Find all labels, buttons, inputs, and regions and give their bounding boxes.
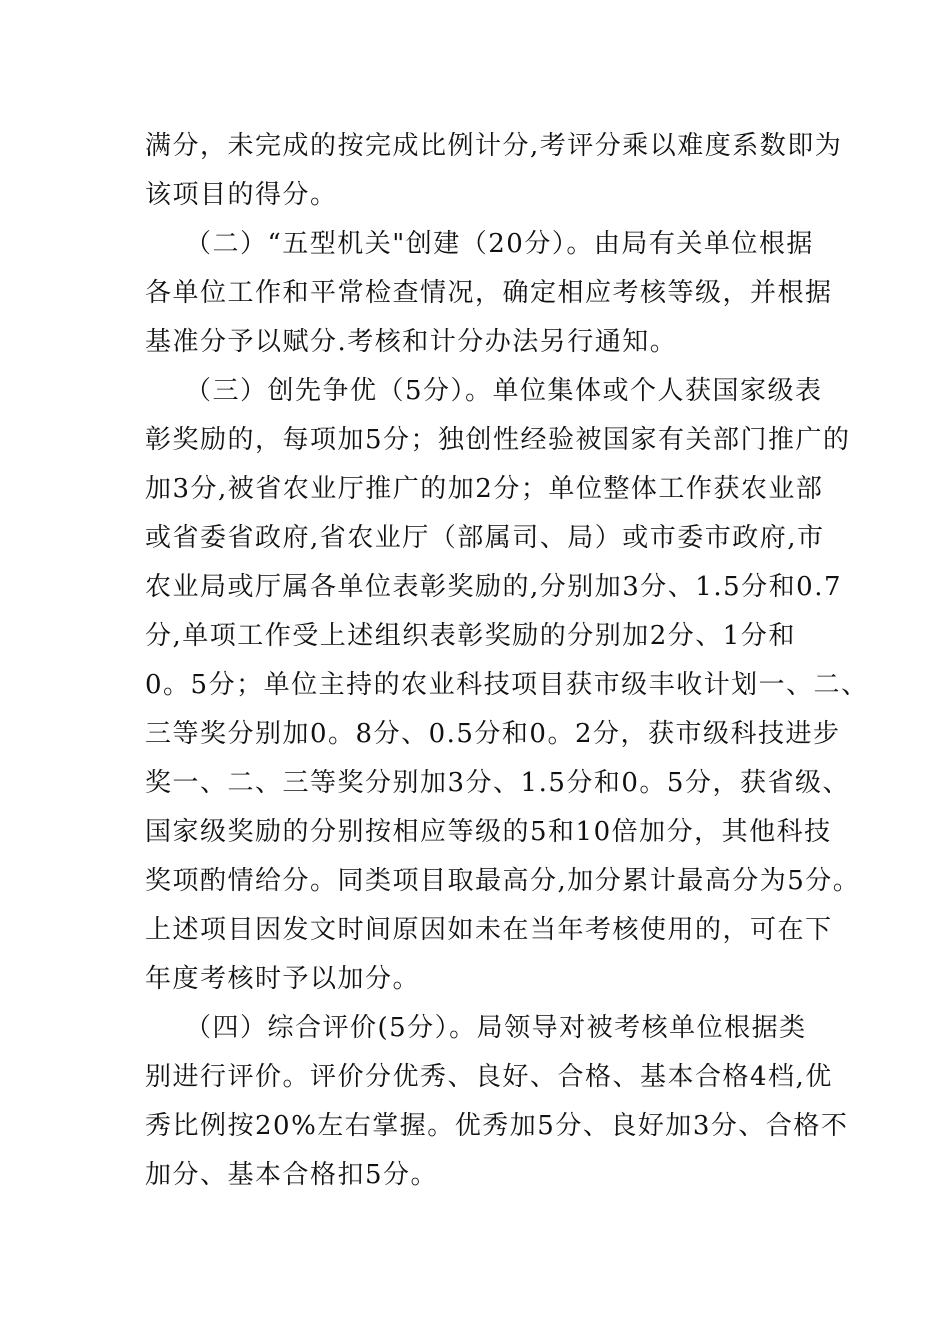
text-line: 加分、基本合格扣5分。 (145, 1160, 439, 1190)
section-heading-line: （三）创先争优（5分）。单位集体或个人获国家级表 (185, 376, 823, 406)
text-line: 国家级奖励的分别按相应等级的5和10倍加分，其他科技 (145, 817, 832, 847)
text-line: 满分，未完成的按完成比例计分,考评分乘以难度系数即为 (145, 131, 843, 161)
section-heading-line: （四）综合评价(5分）。局领导对被考核单位根据类 (185, 1013, 807, 1043)
text-line: 加3分,被省农业厅推广的加2分；单位整体工作获农业部 (145, 474, 824, 504)
section-heading-line: （二）“五型机关"创建（20分）。由局有关单位根据 (185, 229, 814, 259)
text-line: 分,单项工作受上述组织表彰奖励的分别加2分、1分和 (145, 621, 796, 651)
text-line: 别进行评价。评价分优秀、良好、合格、基本合格4档,优 (145, 1062, 833, 1092)
body-text (145, 122, 869, 1200)
text-line: 该项目的得分。 (145, 180, 338, 210)
text-line: 年度考核时予以加分。 (145, 964, 421, 994)
text-line: 彰奖励的，每项加5分；独创性经验被国家有关部门推广的 (145, 425, 851, 455)
text-line: 奖项酌情给分。同类项目取最高分,加分累计最高分为5分。 (145, 866, 861, 896)
text-line: 0。5分；单位主持的农业科技项目获市级丰收计划一、二、 (145, 670, 869, 700)
text-line: 基准分予以赋分.考核和计分办法另行通知。 (145, 327, 678, 357)
text-line: 各单位工作和平常检查情况，确定相应考核等级，并根据 (145, 278, 833, 308)
text-line: 或省委省政府,省农业厅（部属司、局）或市委市政府,市 (145, 523, 825, 553)
text-line: 上述项目因发文时间原因如未在当年考核使用的，可在下 (145, 915, 833, 945)
text-line: 奖一、二、三等奖分别加3分、1.5分和0。5分，获省级、 (145, 768, 850, 798)
text-line: 农业局或厅属各单位表彰奖励的,分别加3分、1.5分和0.7 (145, 572, 843, 602)
text-line: 秀比例按20%左右掌握。优秀加5分、良好加3分、合格不 (145, 1111, 849, 1141)
text-line: 三等奖分别加0。8分、0.5分和0。2分，获市级科技进步 (145, 719, 841, 749)
